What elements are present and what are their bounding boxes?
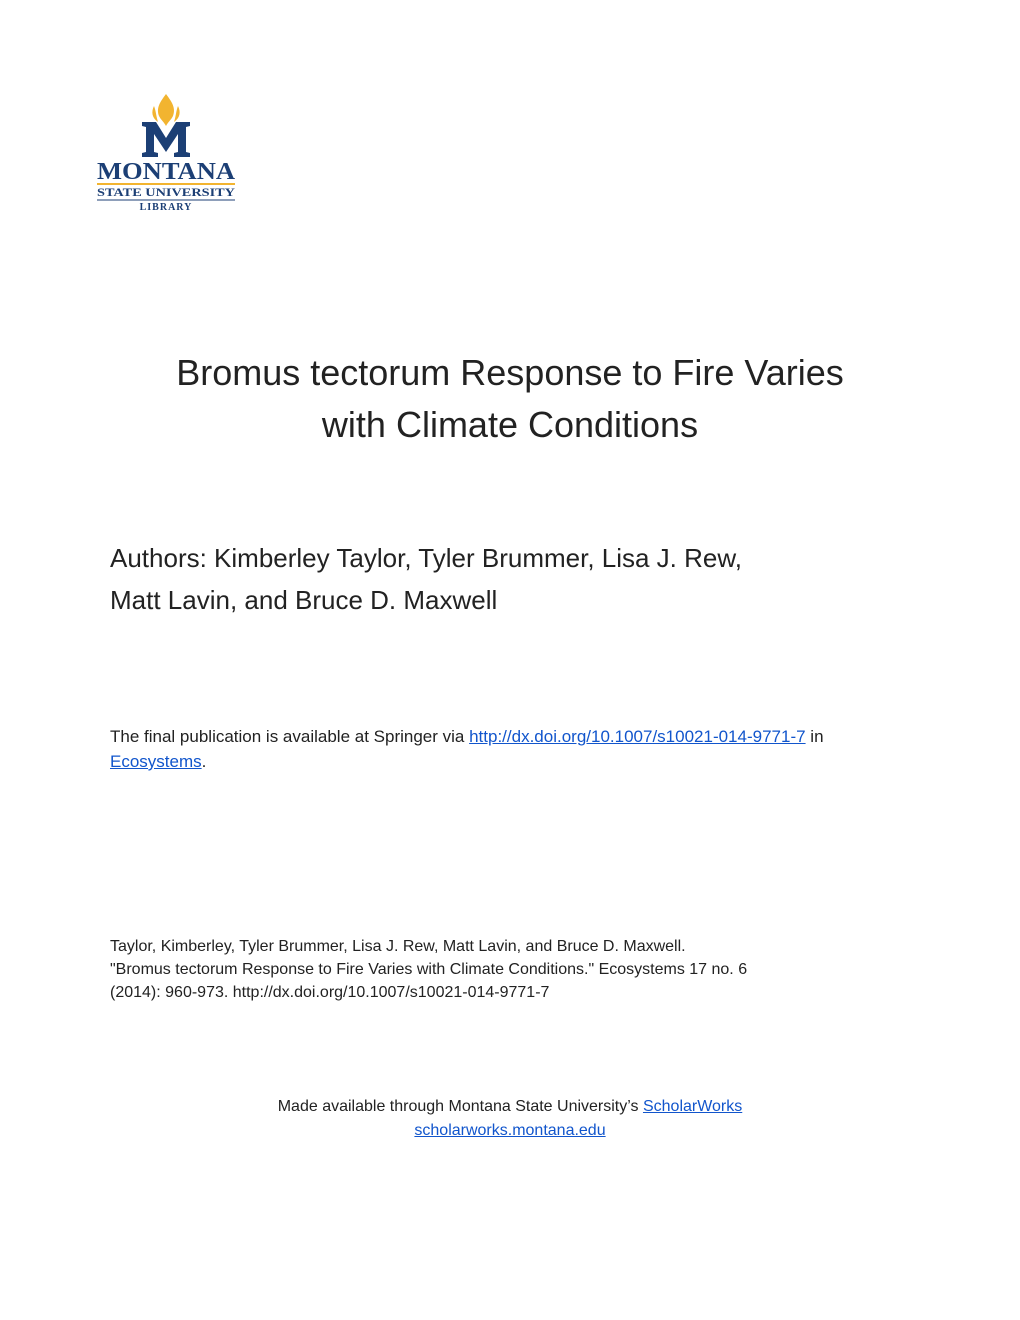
scholarworks-link[interactable]: ScholarWorks — [642, 1098, 743, 1115]
citation-line-1: Taylor, Kimberley, Tyler Brummer, Lisa J. Rew, Matt Lavin, and Bruce D. Maxwell. — [110, 938, 686, 955]
scholarworks-site-link[interactable]: scholarworks.montana.edu — [414, 1122, 606, 1139]
publication-in: in — [805, 727, 824, 746]
title-line-1: Bromus tectorum Response to Fire Varies — [176, 352, 844, 393]
msu-library-logo — [96, 92, 236, 212]
msu-logo-graphic — [96, 92, 236, 212]
ecosystems-link[interactable]: Ecosystems — [110, 752, 202, 771]
logo-line-state-university: STATE UNIVERSITY — [97, 185, 236, 199]
title-line-2: with Climate Conditions — [321, 404, 699, 445]
authors-line-2: Matt Lavin, and Bruce D. Maxwell — [110, 585, 498, 615]
authors — [110, 537, 910, 621]
footer-prefix: Made available through Montana State University’s — [277, 1098, 643, 1115]
doi-link[interactable]: http://dx.doi.org/10.1007/s10021-014-9771-7 — [469, 727, 806, 746]
publication-prefix: The final publication is available at Springer via — [110, 727, 470, 746]
publication-suffix: . — [201, 752, 207, 771]
m-letter-icon — [142, 122, 190, 157]
flame-icon — [158, 94, 174, 126]
footer-note — [0, 1095, 1020, 1143]
citation-line-2: "Bromus tectorum Response to Fire Varies with Climate Conditions." Ecosystems 17 no. 6 — [110, 961, 748, 978]
authors-line-1: Authors: Kimberley Taylor, Tyler Brummer, Lisa J. Rew, — [110, 543, 742, 573]
publication-note — [110, 724, 930, 774]
document-title — [0, 347, 1020, 451]
logo-line-montana: MONTANA — [97, 159, 236, 185]
citation-line-3: (2014): 960-973. http://dx.doi.org/10.1007/s10021-014-9771-7 — [110, 984, 550, 1001]
logo-line-library: LIBRARY — [139, 202, 193, 212]
citation — [110, 935, 910, 1004]
